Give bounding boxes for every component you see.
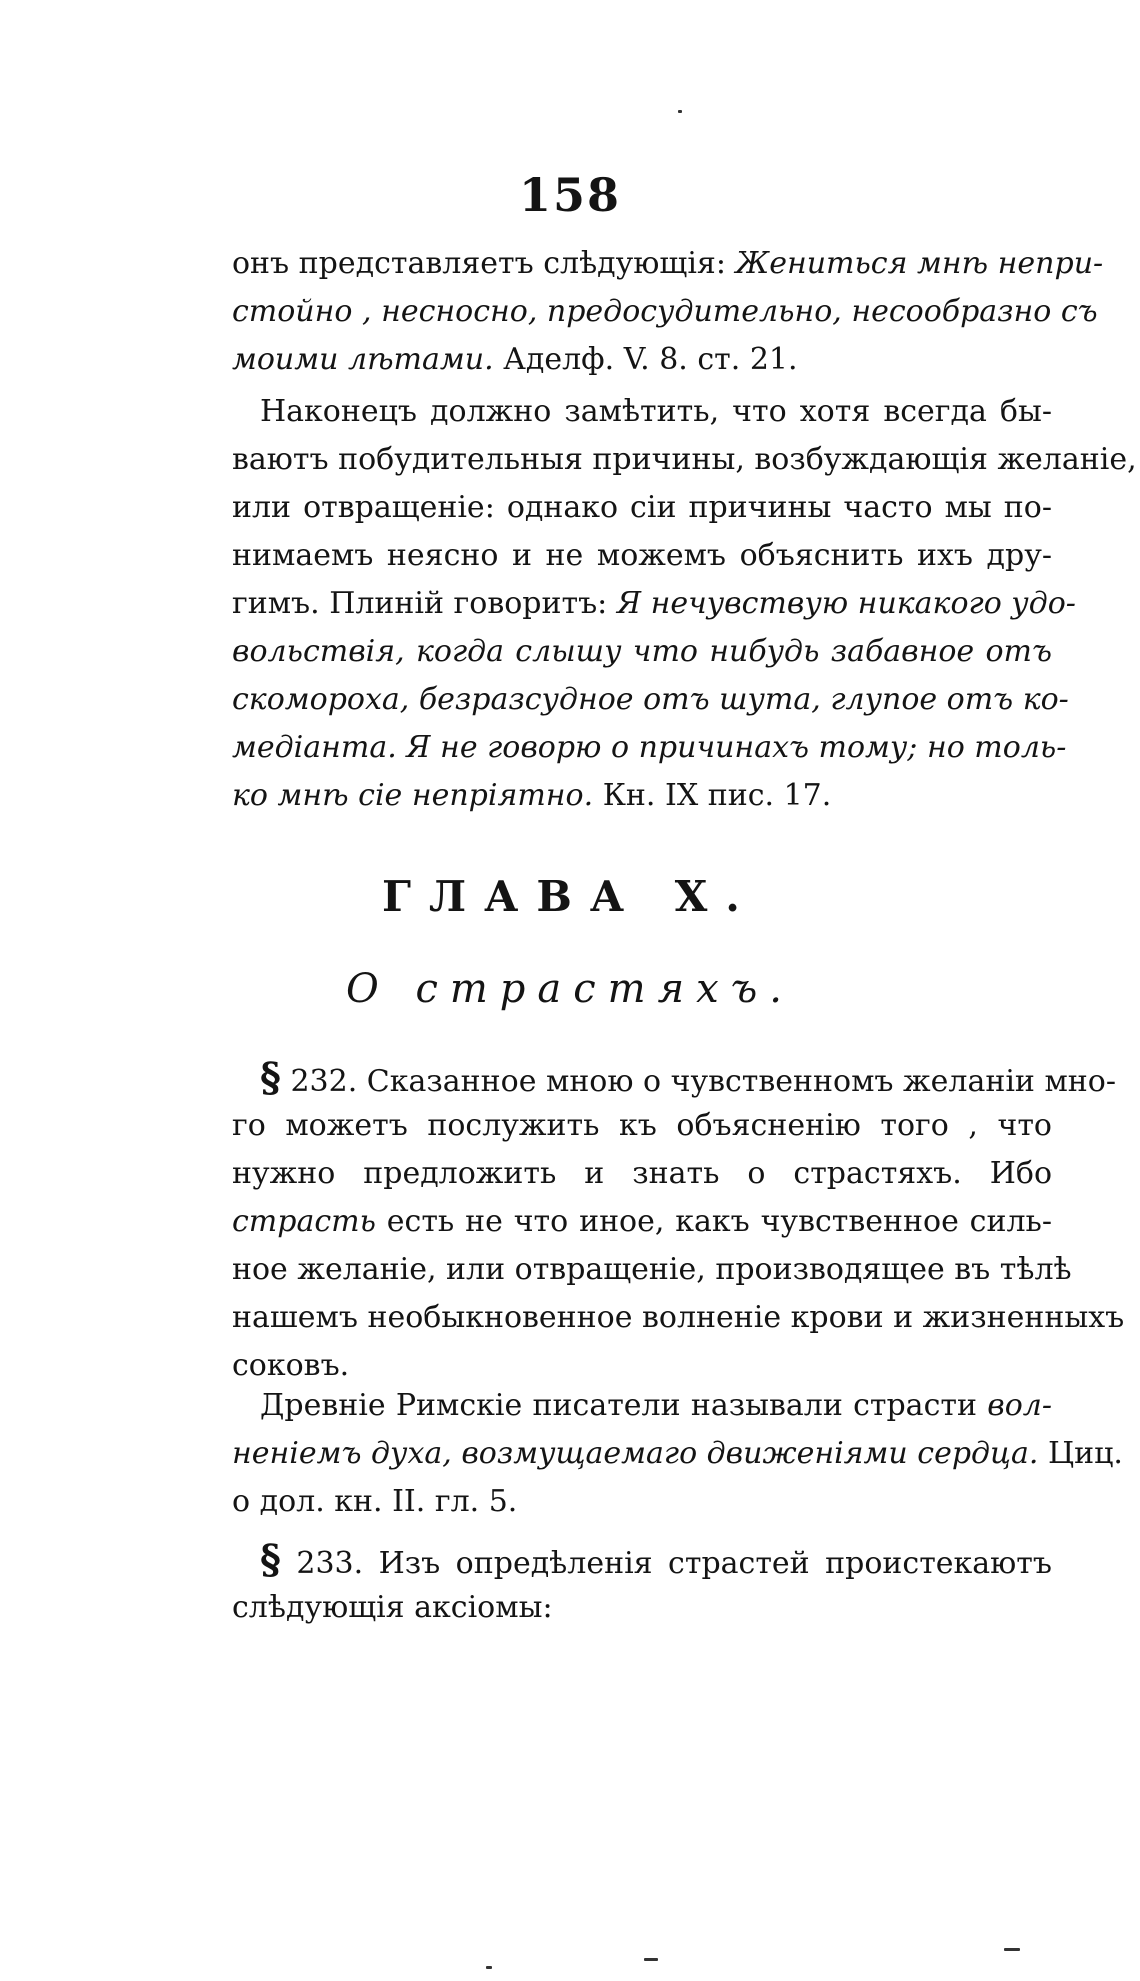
text-line <box>232 532 1052 580</box>
section-sign: § <box>260 1054 281 1101</box>
text-span: Аделф. V. 8. ст. 21. <box>493 342 798 377</box>
text-line <box>232 1294 1125 1342</box>
text-line <box>232 1246 1072 1294</box>
text-span-italic: стойно , несносно, предосудительно, несообразно съ <box>232 294 1098 329</box>
text-span: ное желаніе, или отвращеніе, производящее въ тѣлѣ <box>232 1252 1072 1287</box>
text-line <box>232 724 1067 772</box>
text-line <box>232 628 1052 676</box>
text-span-italic: вольствія, когда слышу что нибудь забавное отъ <box>232 634 1052 669</box>
text-span-italic: скомороха, безразсудное отъ шута, глупое отъ ко- <box>232 682 1069 717</box>
text-span: 233. Изъ опредѣленія страстей проистекаютъ <box>296 1546 1052 1581</box>
chapter-title: ГЛАВА X. <box>382 872 758 921</box>
text-span: Наконецъ должно замѣтить, что хотя всегда бы- <box>260 394 1052 429</box>
text-span-italic: ко мнѣ сіе непріятно. <box>232 778 594 813</box>
text-line <box>232 484 1052 532</box>
scan-speck <box>486 1966 492 1969</box>
text-line <box>232 772 1052 820</box>
page-number: 158 <box>518 168 622 222</box>
text-line <box>232 1478 1052 1526</box>
text-span: Циц. <box>1038 1436 1123 1471</box>
text-line <box>232 1054 1116 1102</box>
text-span: ваютъ побудительныя причины, возбуждающія желаніе, <box>232 442 1137 477</box>
text-line <box>232 1198 1052 1246</box>
text-span-italic: моими лѣтами. <box>232 342 494 377</box>
scan-speck <box>1004 1948 1020 1951</box>
chapter-subtitle: О страстяхъ. <box>345 966 795 1012</box>
text-line <box>232 1150 1052 1198</box>
text-span: онъ представляетъ слѣдующія: <box>232 246 736 281</box>
text-line <box>232 1584 1052 1632</box>
text-line <box>232 1430 1123 1478</box>
paragraph-5 <box>232 1536 1052 1632</box>
paragraph-4 <box>232 1382 1123 1526</box>
text-span-italic: медіанта. Я не говорю о причинахъ тому; но толь- <box>232 730 1067 765</box>
text-span: слѣдующія аксіомы: <box>232 1590 553 1625</box>
text-line <box>232 436 1137 484</box>
text-span: о дол. кн. II. гл. 5. <box>232 1484 518 1519</box>
text-line <box>232 1382 1052 1430</box>
text-span-italic: Я нечувствую никакого удо- <box>616 586 1076 621</box>
paragraph-3 <box>232 1054 1125 1390</box>
text-span-italic: страсть <box>232 1204 376 1239</box>
text-line <box>232 388 1052 436</box>
text-span: соковъ. <box>232 1348 350 1383</box>
text-span-italic: вол- <box>987 1388 1052 1423</box>
scan-speck <box>644 1958 658 1961</box>
text-span: нужно предложить и знать о страстяхъ. Ибо <box>232 1156 1052 1191</box>
scan-speck <box>678 110 682 113</box>
text-span: или отвращеніе: однако сіи причины часто мы по- <box>232 490 1052 525</box>
text-line <box>232 240 1104 288</box>
text-span-italic: Жениться мнѣ непри- <box>735 246 1104 281</box>
text-line <box>232 336 1052 384</box>
section-sign: § <box>260 1536 281 1583</box>
text-span: гимъ. Плиній говоритъ: <box>232 586 617 621</box>
paragraph-2 <box>232 388 1137 820</box>
paragraph-1 <box>232 240 1104 384</box>
text-span: го можетъ послужить къ объясненію того , что <box>232 1108 1052 1143</box>
text-span: нимаемъ неясно и не можемъ объяснить ихъ дру- <box>232 538 1052 573</box>
text-line <box>232 1102 1052 1150</box>
text-span: нашемъ необыкновенное волненіе крови и жизненныхъ <box>232 1300 1125 1335</box>
text-line <box>232 1536 1052 1584</box>
text-line <box>232 676 1069 724</box>
text-span: Древніе Римскіе писатели называли страсти <box>260 1388 988 1423</box>
text-line <box>232 580 1076 628</box>
text-span-italic: неніемъ духа, возмущаемаго движеніями сердца. <box>232 1436 1039 1471</box>
text-span: есть не что иное, какъ чувственное силь- <box>375 1204 1052 1239</box>
text-span: Кн. IX пис. 17. <box>593 778 832 813</box>
text-span: 232. Сказанное мною о чувственномъ желаніи мно- <box>290 1064 1116 1099</box>
text-line <box>232 288 1098 336</box>
